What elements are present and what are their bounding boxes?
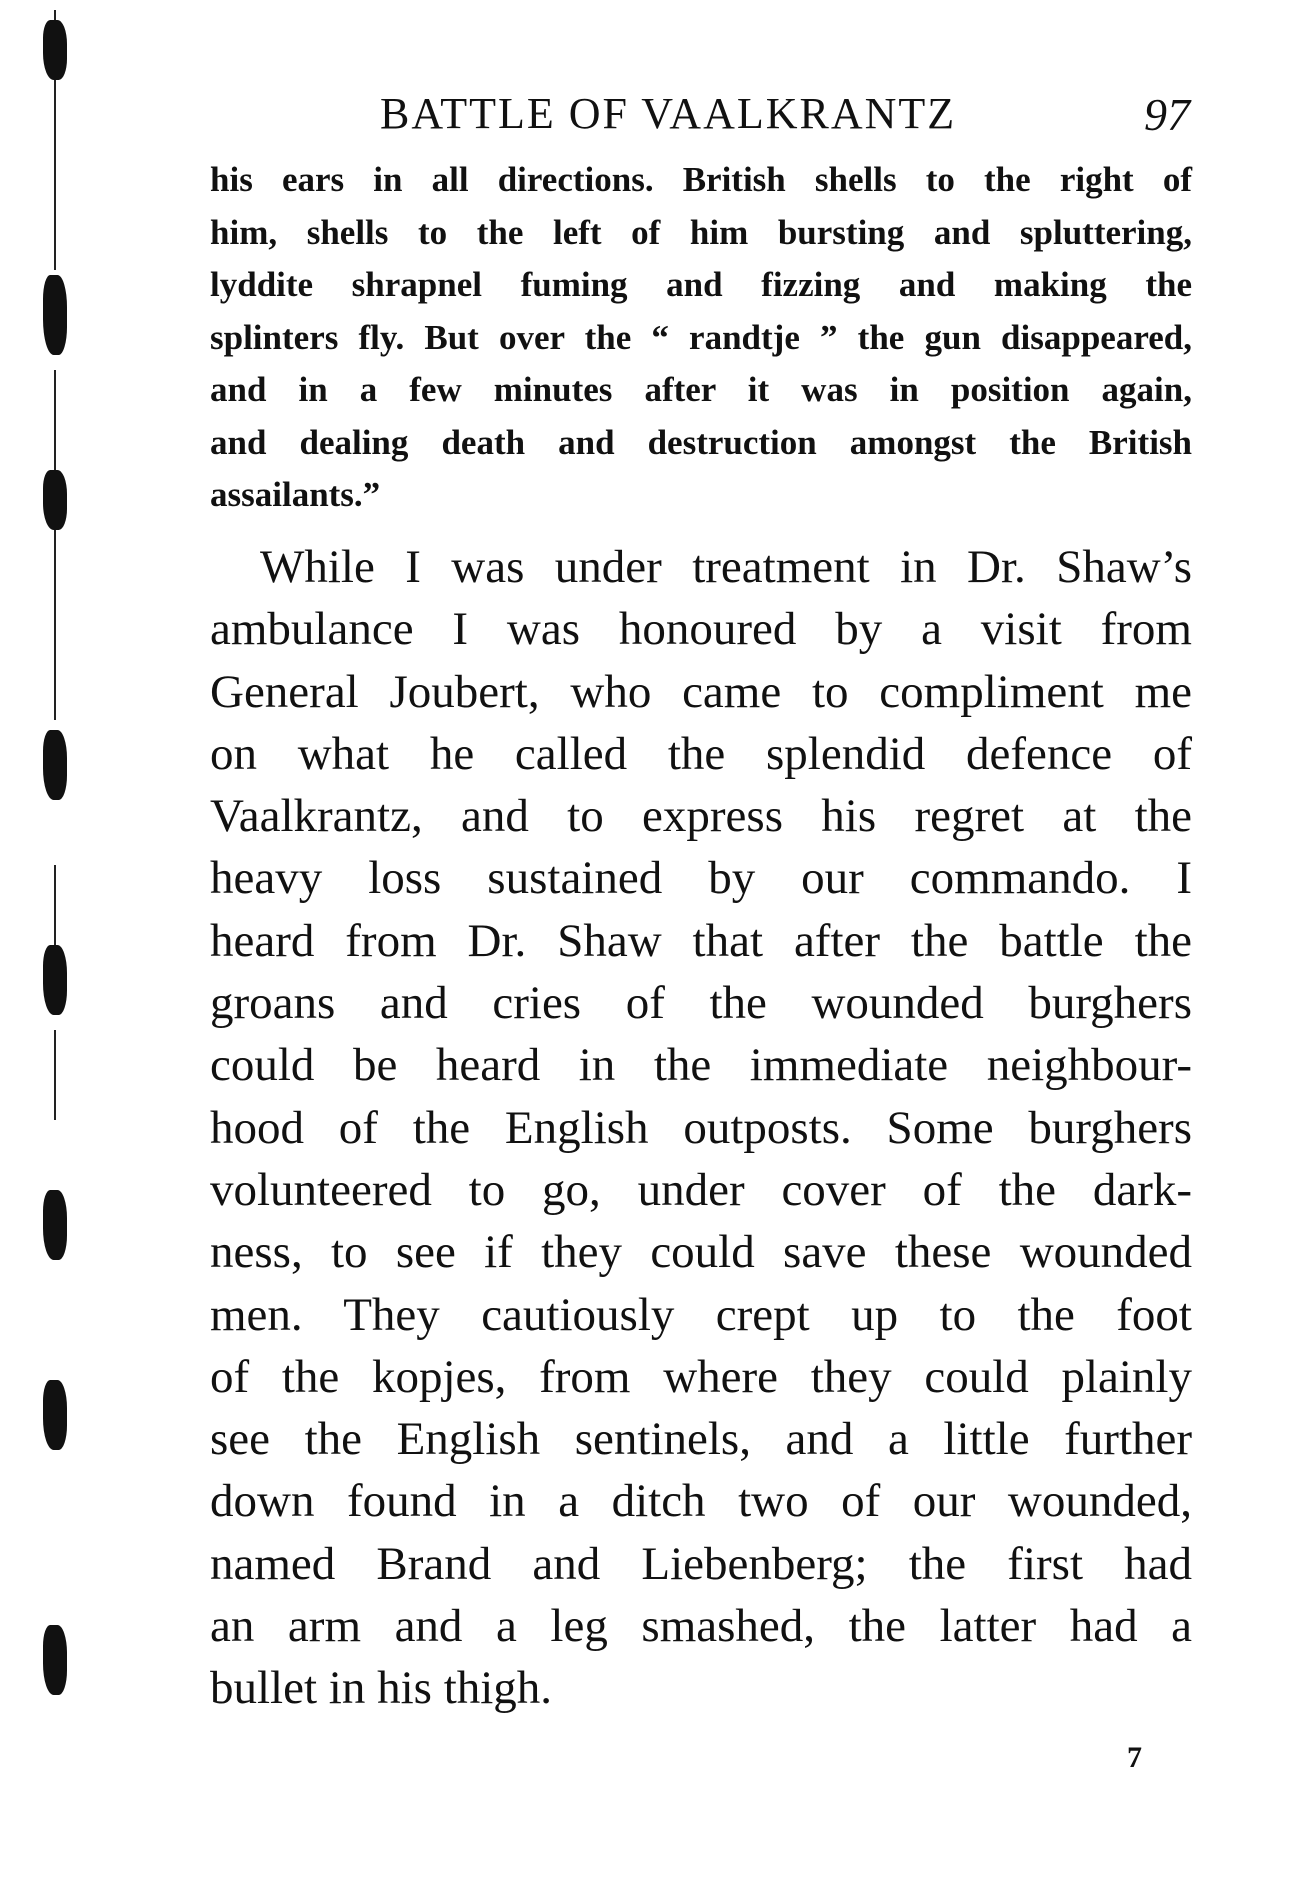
quote-line: and dealing death and destruction amongst the British — [210, 422, 1192, 462]
quoted-passage — [210, 154, 1192, 522]
body-line: heard from Dr. Shaw that after the battle the — [210, 914, 1192, 967]
body-line: groans and cries of the wounded burghers — [210, 977, 1192, 1030]
body-line: General Joubert, who came to compliment me — [210, 665, 1192, 718]
binding-thread — [54, 865, 56, 945]
body-line: bullet in his thigh. — [210, 1662, 553, 1715]
quote-line: him, shells to the left of him bursting and spluttering, — [210, 212, 1192, 252]
binding-thread — [54, 1030, 56, 1120]
body-line: could be heard in the immediate neighbour- — [210, 1039, 1192, 1092]
stitch-mark — [43, 1380, 67, 1450]
body-line: ambulance I was honoured by a visit from — [210, 603, 1192, 656]
body-line: on what he called the splendid defence of — [210, 727, 1192, 780]
body-line: While I was under treatment in Dr. Shaw’s — [260, 541, 1192, 593]
stitch-mark — [43, 470, 67, 530]
quote-line: his ears in all directions. British shells to the right of — [210, 160, 1192, 199]
stitch-mark — [43, 275, 67, 355]
body-line: Vaalkrantz, and to express his regret at the — [210, 790, 1192, 843]
body-line: men. They cautiously crept up to the foot — [210, 1288, 1192, 1341]
body-line: an arm and a leg smashed, the latter had a — [210, 1600, 1192, 1653]
stitch-mark — [43, 1190, 67, 1260]
signature-mark: 7 — [1127, 1741, 1142, 1774]
quote-line: and in a few minutes after it was in position again, — [210, 370, 1192, 409]
quote-line: splinters fly. But over the “ randtje ” the gun disappeared, — [210, 317, 1192, 357]
body-paragraph — [210, 536, 1192, 1720]
body-line: volunteered to go, under cover of the dark- — [210, 1163, 1192, 1216]
body-line: hood of the English outposts. Some burghers — [210, 1101, 1192, 1154]
stitch-mark — [43, 20, 67, 80]
quote-line: assailants.” — [210, 475, 381, 514]
binding-thread — [54, 520, 56, 720]
binding-edge — [38, 0, 98, 1899]
page-header — [212, 88, 1190, 148]
quote-line: lyddite shrapnel fuming and fizzing and making the — [210, 265, 1192, 304]
body-line: ness, to see if they could save these wounded — [210, 1226, 1192, 1279]
body-line: of the kopjes, from where they could plainly — [210, 1350, 1192, 1403]
body-line: down found in a ditch two of our wounded, — [210, 1475, 1192, 1528]
stitch-mark — [43, 945, 67, 1015]
stitch-mark — [43, 730, 67, 800]
stitch-mark — [43, 1625, 67, 1695]
body-line: named Brand and Liebenberg; the first had — [210, 1537, 1192, 1590]
body-line: heavy loss sustained by our commando. I — [210, 852, 1192, 905]
page-number: 97 — [1144, 89, 1190, 140]
body-line: see the English sentinels, and a little further — [210, 1413, 1192, 1466]
running-title: BATTLE OF VAALKRANTZ — [380, 89, 957, 138]
